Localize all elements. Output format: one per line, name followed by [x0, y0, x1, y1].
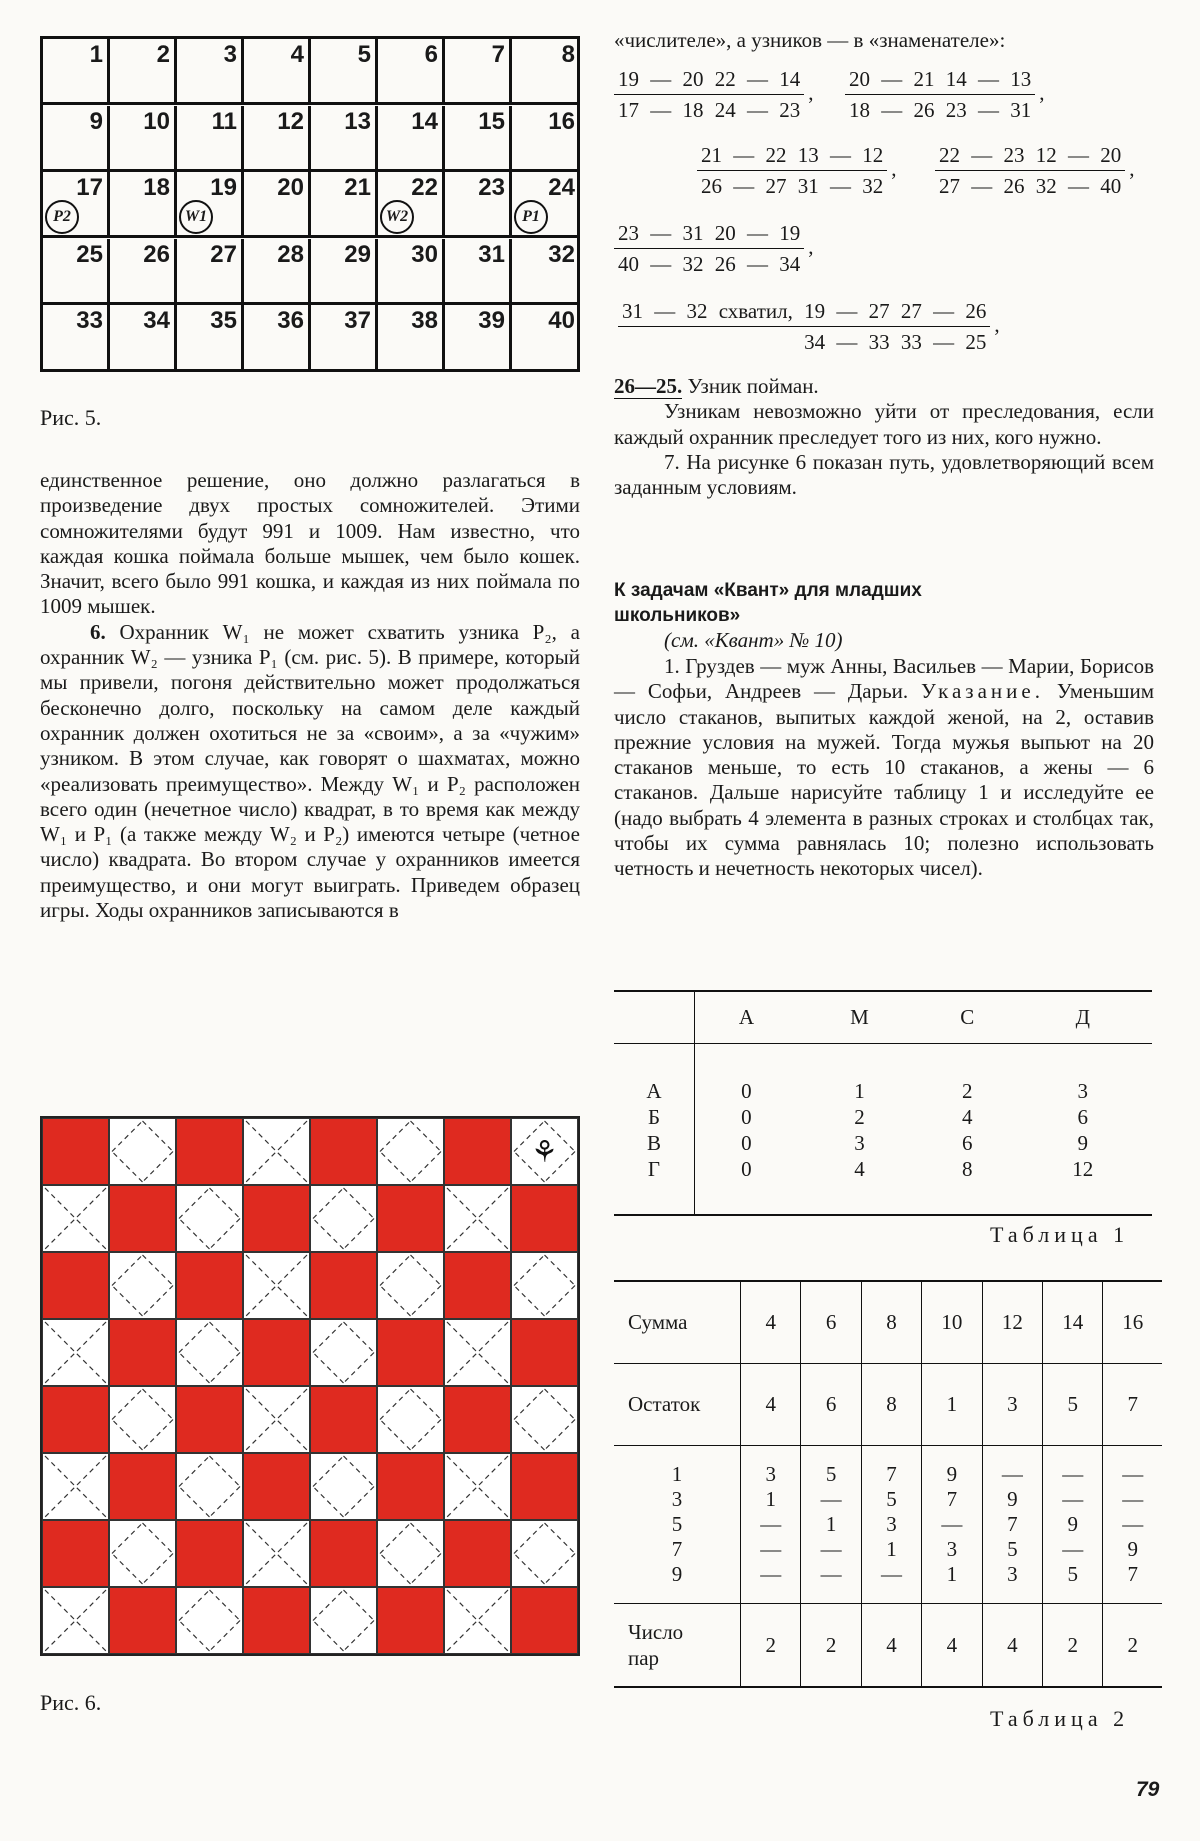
grid-cell: 15	[445, 106, 512, 172]
pair-value: 5	[886, 1486, 897, 1511]
path-diamond-edge	[344, 1353, 375, 1384]
path-diamond-edge	[380, 1152, 411, 1183]
path-diamond-edge	[344, 1621, 375, 1652]
odd-label: 5	[671, 1511, 683, 1536]
grid-cell: 40	[548, 307, 575, 335]
path-diamond-edge	[143, 1420, 174, 1451]
pair-value: —	[1001, 1461, 1023, 1486]
moves-intro: «числителе», а узников — в «знаменателе»:	[614, 28, 1006, 52]
grid-cell: 11	[177, 106, 244, 172]
path-diamond-edge	[112, 1523, 143, 1554]
path-diamond-edge	[179, 1188, 210, 1219]
pair-value: —	[1062, 1536, 1084, 1561]
pairs-column	[1103, 1445, 1162, 1603]
grid-cell: 4	[244, 39, 311, 105]
pair-value: —	[881, 1561, 903, 1586]
fraction-denominator: 17 — 18 24 — 23	[618, 98, 801, 122]
path-diamond-edge	[210, 1590, 241, 1621]
table-cell: 6	[962, 1130, 973, 1155]
grid-cell: 35	[177, 305, 244, 371]
path-diamond-edge	[313, 1487, 344, 1518]
grid-cell: 32	[512, 239, 579, 305]
figure-6-caption: Рис. 6.	[40, 1690, 102, 1715]
move-fraction-3: $\frac{21 — 22 13 — 12}{26 — 27 31 — 32}$ ,	[697, 140, 897, 201]
table-cell: 6	[1077, 1104, 1088, 1129]
section-subheading: (см. «Квант» № 10)	[664, 628, 843, 652]
pair-value: —	[1062, 1486, 1084, 1511]
move-fraction-2: $\frac{20 — 21 14 — 13}{18 — 26 23 — 31}$ ,	[845, 64, 1045, 125]
path-diamond-edge	[380, 1554, 411, 1585]
pairs-column	[1043, 1445, 1103, 1603]
grid-cell: 16	[512, 106, 579, 172]
table-cell: 8	[861, 1363, 921, 1445]
table-cell: 2	[801, 1603, 861, 1687]
path-diamond-edge	[545, 1389, 576, 1420]
pair-value: —	[820, 1536, 842, 1561]
pair-value: 9	[1127, 1536, 1138, 1561]
table-cell: 2	[854, 1104, 865, 1129]
table-cell: 4	[741, 1363, 801, 1445]
path-diamond-edge	[411, 1554, 442, 1585]
path-diamond-edge	[210, 1621, 241, 1652]
grid-cell: 13	[311, 106, 378, 172]
path-diamond-edge	[143, 1255, 174, 1286]
pair-value: —	[1122, 1511, 1144, 1536]
path-diamond-edge	[112, 1152, 143, 1183]
path-diamond-edge	[313, 1590, 344, 1621]
path-diamond-edge	[411, 1286, 442, 1317]
pair-value: 1	[946, 1561, 958, 1586]
grid-cell: 17	[43, 172, 110, 238]
pair-value: —	[820, 1486, 842, 1511]
path-diamond-edge	[313, 1621, 344, 1652]
table-cell: 2	[741, 1603, 801, 1687]
fraction-denominator: 40 — 32 26 — 34	[618, 252, 801, 276]
path-diamond-edge	[514, 1255, 545, 1286]
table-cell: 12	[1072, 1156, 1094, 1181]
fraction-denominator: 26 — 27 31 — 32	[701, 174, 884, 198]
path-diamond-edge	[179, 1322, 210, 1353]
grid-cell: 8	[512, 39, 579, 105]
pairs-column	[922, 1445, 982, 1603]
grid-cell: 12	[244, 106, 311, 172]
pair-value: 3	[1007, 1561, 1018, 1586]
path-diamond-edge	[344, 1487, 375, 1518]
paragraph-answer-5: единственное решение, оно должно разлагаться в произведение двух простых сомножителей. Этими сомножителями будут 991 и 1009. Нам известно, что каждая кошка поймала больше мышек, чем было кошек. Значит, всего было 991 кошка, и каждая из них поймала по 1009 мышек.	[40, 468, 580, 619]
table-cell: 4	[861, 1603, 921, 1687]
table-row	[614, 1156, 1152, 1182]
table-cell: 4	[982, 1603, 1042, 1687]
path-diamond-edge	[344, 1590, 375, 1621]
pair-value: —	[760, 1536, 782, 1561]
pairs-label-line: пар	[628, 1645, 660, 1670]
fraction-numerator: 21 — 22 13 — 12	[697, 140, 887, 171]
table-cell: 3	[854, 1130, 865, 1155]
path-diamond-edge	[380, 1420, 411, 1451]
path-diamond-edge	[380, 1523, 411, 1554]
pairs-column	[741, 1445, 801, 1603]
fraction-denominator: 27 — 26 32 — 40	[939, 174, 1122, 198]
table-row	[614, 1130, 1152, 1156]
path-diamond-edge	[313, 1456, 344, 1487]
path-diamond-edge	[143, 1554, 174, 1585]
pairs-column	[861, 1445, 921, 1603]
path-diamond-edge	[380, 1121, 411, 1152]
pair-value: 7	[946, 1486, 958, 1511]
answer-number: 6.	[90, 619, 106, 644]
move-fraction-6: $\frac{\text{31 — 32 схватил, 19 — 27 27 — 26}}{34 — 33 33 — 25}$ ,	[618, 296, 1000, 357]
table-cell: 8	[962, 1156, 973, 1181]
path-diamond-edge	[380, 1389, 411, 1420]
figure-6-board	[40, 1116, 580, 1656]
path-diamond-edge	[545, 1255, 576, 1286]
move-fraction-1: $\frac{19 — 20 22 — 14}{17 — 18 24 — 23}$ ,	[614, 64, 814, 125]
table-1-corner	[614, 991, 695, 1043]
grid-cell: 37	[311, 305, 378, 371]
path-diamond-edge	[313, 1188, 344, 1219]
pair-value: —	[941, 1511, 963, 1536]
table-2	[614, 1280, 1162, 1688]
table-cell: 1	[922, 1363, 982, 1445]
table-1-header: Д	[1075, 1005, 1090, 1030]
figure-5-grid	[40, 36, 580, 372]
piece-p2: P2	[45, 200, 79, 234]
piece-w2: W2	[380, 200, 414, 234]
move-fraction-4: $\frac{22 — 23 12 — 20}{27 — 26 32 — 40}$ ,	[935, 140, 1135, 201]
table-cell: 0	[741, 1156, 752, 1181]
prisoner-icon: ⚘	[531, 1136, 558, 1169]
pair-value: 9	[1067, 1511, 1078, 1536]
path-diamond-edge	[112, 1389, 143, 1420]
pair-value: 5	[825, 1461, 837, 1486]
table-cell: 9	[1077, 1130, 1088, 1155]
row-label: Б	[614, 1104, 695, 1130]
table-cell: 2	[1043, 1603, 1103, 1687]
grid-cell: 2	[110, 39, 177, 105]
pair-value: 5	[1067, 1561, 1078, 1586]
pair-value: —	[760, 1511, 782, 1536]
path-diamond-edge	[411, 1389, 442, 1420]
table-row-pair-count	[614, 1603, 1162, 1687]
path-diamond-edge	[514, 1389, 545, 1420]
grid-cell: 25	[43, 239, 110, 305]
path-diamond-edge	[179, 1487, 210, 1518]
row-label: В	[614, 1130, 695, 1156]
path-diamond-edge	[179, 1219, 210, 1250]
final-move-text: Узник пойман.	[687, 374, 819, 398]
fraction-denominator: 18 — 26 23 — 31	[849, 98, 1032, 122]
hint-label: Указание.	[921, 679, 1044, 704]
path-diamond-edge	[514, 1420, 545, 1451]
path-diamond-edge	[179, 1456, 210, 1487]
path-diamond-edge	[411, 1420, 442, 1451]
fraction-numerator: 20 — 21 14 — 13	[845, 64, 1035, 95]
table-cell: 2	[962, 1078, 973, 1103]
path-diamond-edge	[344, 1219, 375, 1250]
table-cell: 2	[1103, 1603, 1162, 1687]
pair-value: —	[1122, 1461, 1144, 1486]
odd-label: 9	[671, 1561, 683, 1586]
table-cell: 0	[741, 1104, 752, 1129]
table-cell: 6	[801, 1363, 861, 1445]
path-diamond-edge	[344, 1322, 375, 1353]
path-diamond-edge	[380, 1255, 411, 1286]
right-column-text-1	[614, 374, 1154, 500]
pair-value: 7	[886, 1461, 897, 1486]
table-1-header: А	[695, 991, 798, 1043]
path-diamond-edge	[179, 1621, 210, 1652]
path-diamond-edge	[143, 1286, 174, 1317]
path-diamond-edge	[143, 1523, 174, 1554]
paragraph-answer-6	[40, 620, 580, 924]
path-diamond-edge	[545, 1523, 576, 1554]
grid-cell: 21	[311, 172, 378, 238]
grid-cell: 9	[43, 106, 110, 172]
row-label: Г	[614, 1156, 695, 1182]
pair-value: —	[1062, 1461, 1084, 1486]
table-cell: 4	[922, 1603, 982, 1687]
section-heading-block	[614, 578, 1154, 653]
path-diamond-edge	[313, 1322, 344, 1353]
pairs-column	[801, 1445, 861, 1603]
path-diamond-edge	[210, 1188, 241, 1219]
table-row-odd-pairs	[614, 1445, 1162, 1603]
hint-text: Уменьшим число стаканов, выпитых каждой женой, на 2, оставив прежние условия на мужей. Тогда мужья выпьют на 20 стаканов меньше, то есть 10 стаканов, а жены — 6 стаканов. Дальше нарисуйте таблицу 1 и исследуйте ее (надо выбрать 4 элемента в разных строках и столбцах так, чтобы их сумма равнялась 10; полезно использовать четность и нечетность некоторых чисел).	[614, 679, 1155, 881]
grid-cell: 3	[177, 39, 244, 105]
path-diamond-edge	[545, 1554, 576, 1585]
piece-p1: P1	[514, 200, 548, 234]
path-diamond-edge	[380, 1286, 411, 1317]
path-diamond-edge	[514, 1523, 545, 1554]
path-diamond-edge	[344, 1188, 375, 1219]
pair-value: 5	[1007, 1536, 1018, 1561]
path-diamond-edge	[112, 1420, 143, 1451]
table-cell: 14	[1043, 1281, 1103, 1363]
path-diamond-edge	[514, 1554, 545, 1585]
table-cell: 0	[741, 1130, 752, 1155]
path-diamond-edge	[411, 1152, 442, 1183]
grid-cell: 23	[445, 172, 512, 238]
grid-cell: 1	[43, 39, 110, 105]
page-number: 79	[1136, 1778, 1160, 1801]
move-fraction-5: $\frac{23 — 31 20 — 19}{40 — 32 26 — 34}$ ,	[614, 218, 814, 279]
table-1-header: С	[960, 1005, 975, 1030]
path-diamond-edge	[210, 1219, 241, 1250]
grid-cell: 31	[445, 239, 512, 305]
table-1-header: М	[850, 1005, 869, 1030]
table-row	[614, 1078, 1152, 1104]
pairs-label-line: Число	[628, 1619, 684, 1644]
path-diamond-edge	[179, 1590, 210, 1621]
path-diamond-edge	[112, 1255, 143, 1286]
grid-cell: 24	[512, 172, 579, 238]
pairs-column	[982, 1445, 1042, 1603]
paragraph-escape: Узникам невозможно уйти от преследования, если каждый охранник преследует того из них, кого нужно.	[614, 399, 1154, 449]
row-label: Сумма	[614, 1281, 741, 1363]
pair-value: —	[760, 1561, 782, 1586]
path-diamond-edge	[179, 1353, 210, 1384]
fraction-numerator: 23 — 31 20 — 19	[614, 218, 804, 249]
table-cell: 4	[741, 1281, 801, 1363]
table-1	[614, 990, 1152, 1216]
path-diamond-edge	[313, 1353, 344, 1384]
path-diamond-edge	[514, 1286, 545, 1317]
table-cell: 3	[982, 1363, 1042, 1445]
table-cell: 16	[1103, 1281, 1162, 1363]
grid-cell: 10	[110, 106, 177, 172]
grid-cell: 38	[378, 305, 445, 371]
table-cell: 10	[922, 1281, 982, 1363]
path-diamond-edge	[112, 1121, 143, 1152]
path-diamond-edge	[112, 1286, 143, 1317]
paragraph-answer-1	[614, 654, 1154, 882]
fraction-numerator: 31 — 32 схватил, 19 — 27 27 — 26	[618, 296, 990, 327]
path-diamond-edge	[545, 1420, 576, 1451]
right-column-text-2	[614, 654, 1154, 882]
figure-5-caption: Рис. 5.	[40, 405, 102, 430]
table-cell: 12	[982, 1281, 1042, 1363]
table-cell: 8	[861, 1281, 921, 1363]
table-2-caption: Таблица 2	[990, 1706, 1130, 1731]
path-diamond-edge	[545, 1286, 576, 1317]
grid-cell: 5	[311, 39, 378, 105]
row-label: А	[614, 1078, 695, 1104]
grid-cell: 26	[110, 239, 177, 305]
table-row-remainder	[614, 1363, 1162, 1445]
pair-value: 1	[886, 1536, 897, 1561]
table-cell: 6	[801, 1281, 861, 1363]
path-diamond-edge	[210, 1487, 241, 1518]
path-diamond-edge	[143, 1121, 174, 1152]
fraction-denominator: 34 — 33 33 — 25	[804, 330, 987, 354]
path-lines	[42, 1118, 578, 1654]
pair-value: 7	[1127, 1561, 1138, 1586]
grid-cell: 14	[378, 106, 445, 172]
odd-label: 7	[671, 1536, 683, 1561]
table-cell: 4	[854, 1156, 865, 1181]
grid-cell: 6	[378, 39, 445, 105]
paragraph-answer-7: 7. На рисунке 6 показан путь, удовлетворяющий всем заданным условиям.	[614, 449, 1154, 500]
odd-label: 3	[671, 1486, 683, 1511]
pair-value: 3	[946, 1536, 958, 1561]
table-1-caption: Таблица 1	[990, 1222, 1130, 1247]
path-diamond-edge	[411, 1523, 442, 1554]
grid-cell: 18	[110, 172, 177, 238]
pair-value: 9	[1007, 1486, 1018, 1511]
table-cell: 5	[1043, 1363, 1103, 1445]
path-diamond-edge	[210, 1456, 241, 1487]
pair-value: —	[820, 1561, 842, 1586]
pair-value: 3	[886, 1511, 897, 1536]
table-row-sum	[614, 1281, 1162, 1363]
grid-cell: 27	[177, 239, 244, 305]
path-diamond-edge	[210, 1353, 241, 1384]
grid-cell: 29	[311, 239, 378, 305]
section-heading: К задачам «Квант» для младших школьников»	[614, 580, 922, 626]
piece-w1: W1	[179, 200, 213, 234]
answer-6-text: Охранник W₁ не может схватить узника P₂, а охранник W₂ — узника P₁ (см. рис. 5). В примере, который мы привели, погоня действительно может продолжаться бесконечно долго, поскольку на самом деле каждый охранник должен охотиться не за «своим», а за «чужим» узником. В этом случае, как говорят о шахматах, можно «реализовать преимущество». Между W₁ и P₂ расположен всего один (нечетное число) квадрат, в то время как между W₁ и P₁ (а также между W₂ и P₂) имеются четыре (четное число) квадрата. Во втором случае у охранников имеется преимущество, и они могут выиграть. Приведем образец игры. Ходы охранников записываются в	[40, 619, 581, 923]
grid-cell: 28	[244, 239, 311, 305]
row-label: Остаток	[614, 1363, 741, 1445]
pair-value: 1	[765, 1486, 776, 1511]
grid-cell: 30	[378, 239, 445, 305]
pair-value: 3	[765, 1461, 776, 1486]
table-cell: 0	[741, 1078, 752, 1103]
grid-cell: 34	[110, 305, 177, 371]
grid-cell: 22	[378, 172, 445, 238]
grid-cell: 33	[43, 305, 110, 371]
odd-label: 1	[671, 1461, 683, 1486]
path-diamond-edge	[313, 1219, 344, 1250]
grid-cell: 20	[244, 172, 311, 238]
table-cell: 3	[1077, 1078, 1088, 1103]
path-diamond-edge	[411, 1121, 442, 1152]
path-diamond-edge	[210, 1322, 241, 1353]
fraction-numerator: 22 — 23 12 — 20	[935, 140, 1125, 171]
grid-cell: 19	[177, 172, 244, 238]
pair-value: 7	[1007, 1511, 1018, 1536]
grid-cell: 7	[445, 39, 512, 105]
path-diamond-edge	[112, 1554, 143, 1585]
table-cell: 1	[854, 1078, 865, 1103]
fraction-numerator: 19 — 20 22 — 14	[614, 64, 804, 95]
final-move: 26—25.	[614, 374, 683, 398]
table-cell: 7	[1103, 1363, 1162, 1445]
grid-cell: 39	[445, 305, 512, 371]
table-row	[614, 1104, 1152, 1130]
grid-cell: 36	[244, 305, 311, 371]
path-diamond-edge	[411, 1255, 442, 1286]
path-diamond-edge	[143, 1152, 174, 1183]
answer-1-text: 1. Груздев — муж Анны, Васильев — Марии, Борисов — Софьи, Андреев — Дарьи.	[614, 654, 1154, 704]
row-label	[614, 1603, 741, 1687]
path-diamond-edge	[344, 1456, 375, 1487]
pair-value: 9	[946, 1461, 958, 1486]
left-column-text	[40, 468, 580, 923]
pair-value: 1	[825, 1511, 837, 1536]
pair-value: —	[1122, 1486, 1144, 1511]
table-cell: 4	[962, 1104, 973, 1129]
path-diamond-edge	[143, 1389, 174, 1420]
odd-labels-cell	[614, 1445, 741, 1603]
